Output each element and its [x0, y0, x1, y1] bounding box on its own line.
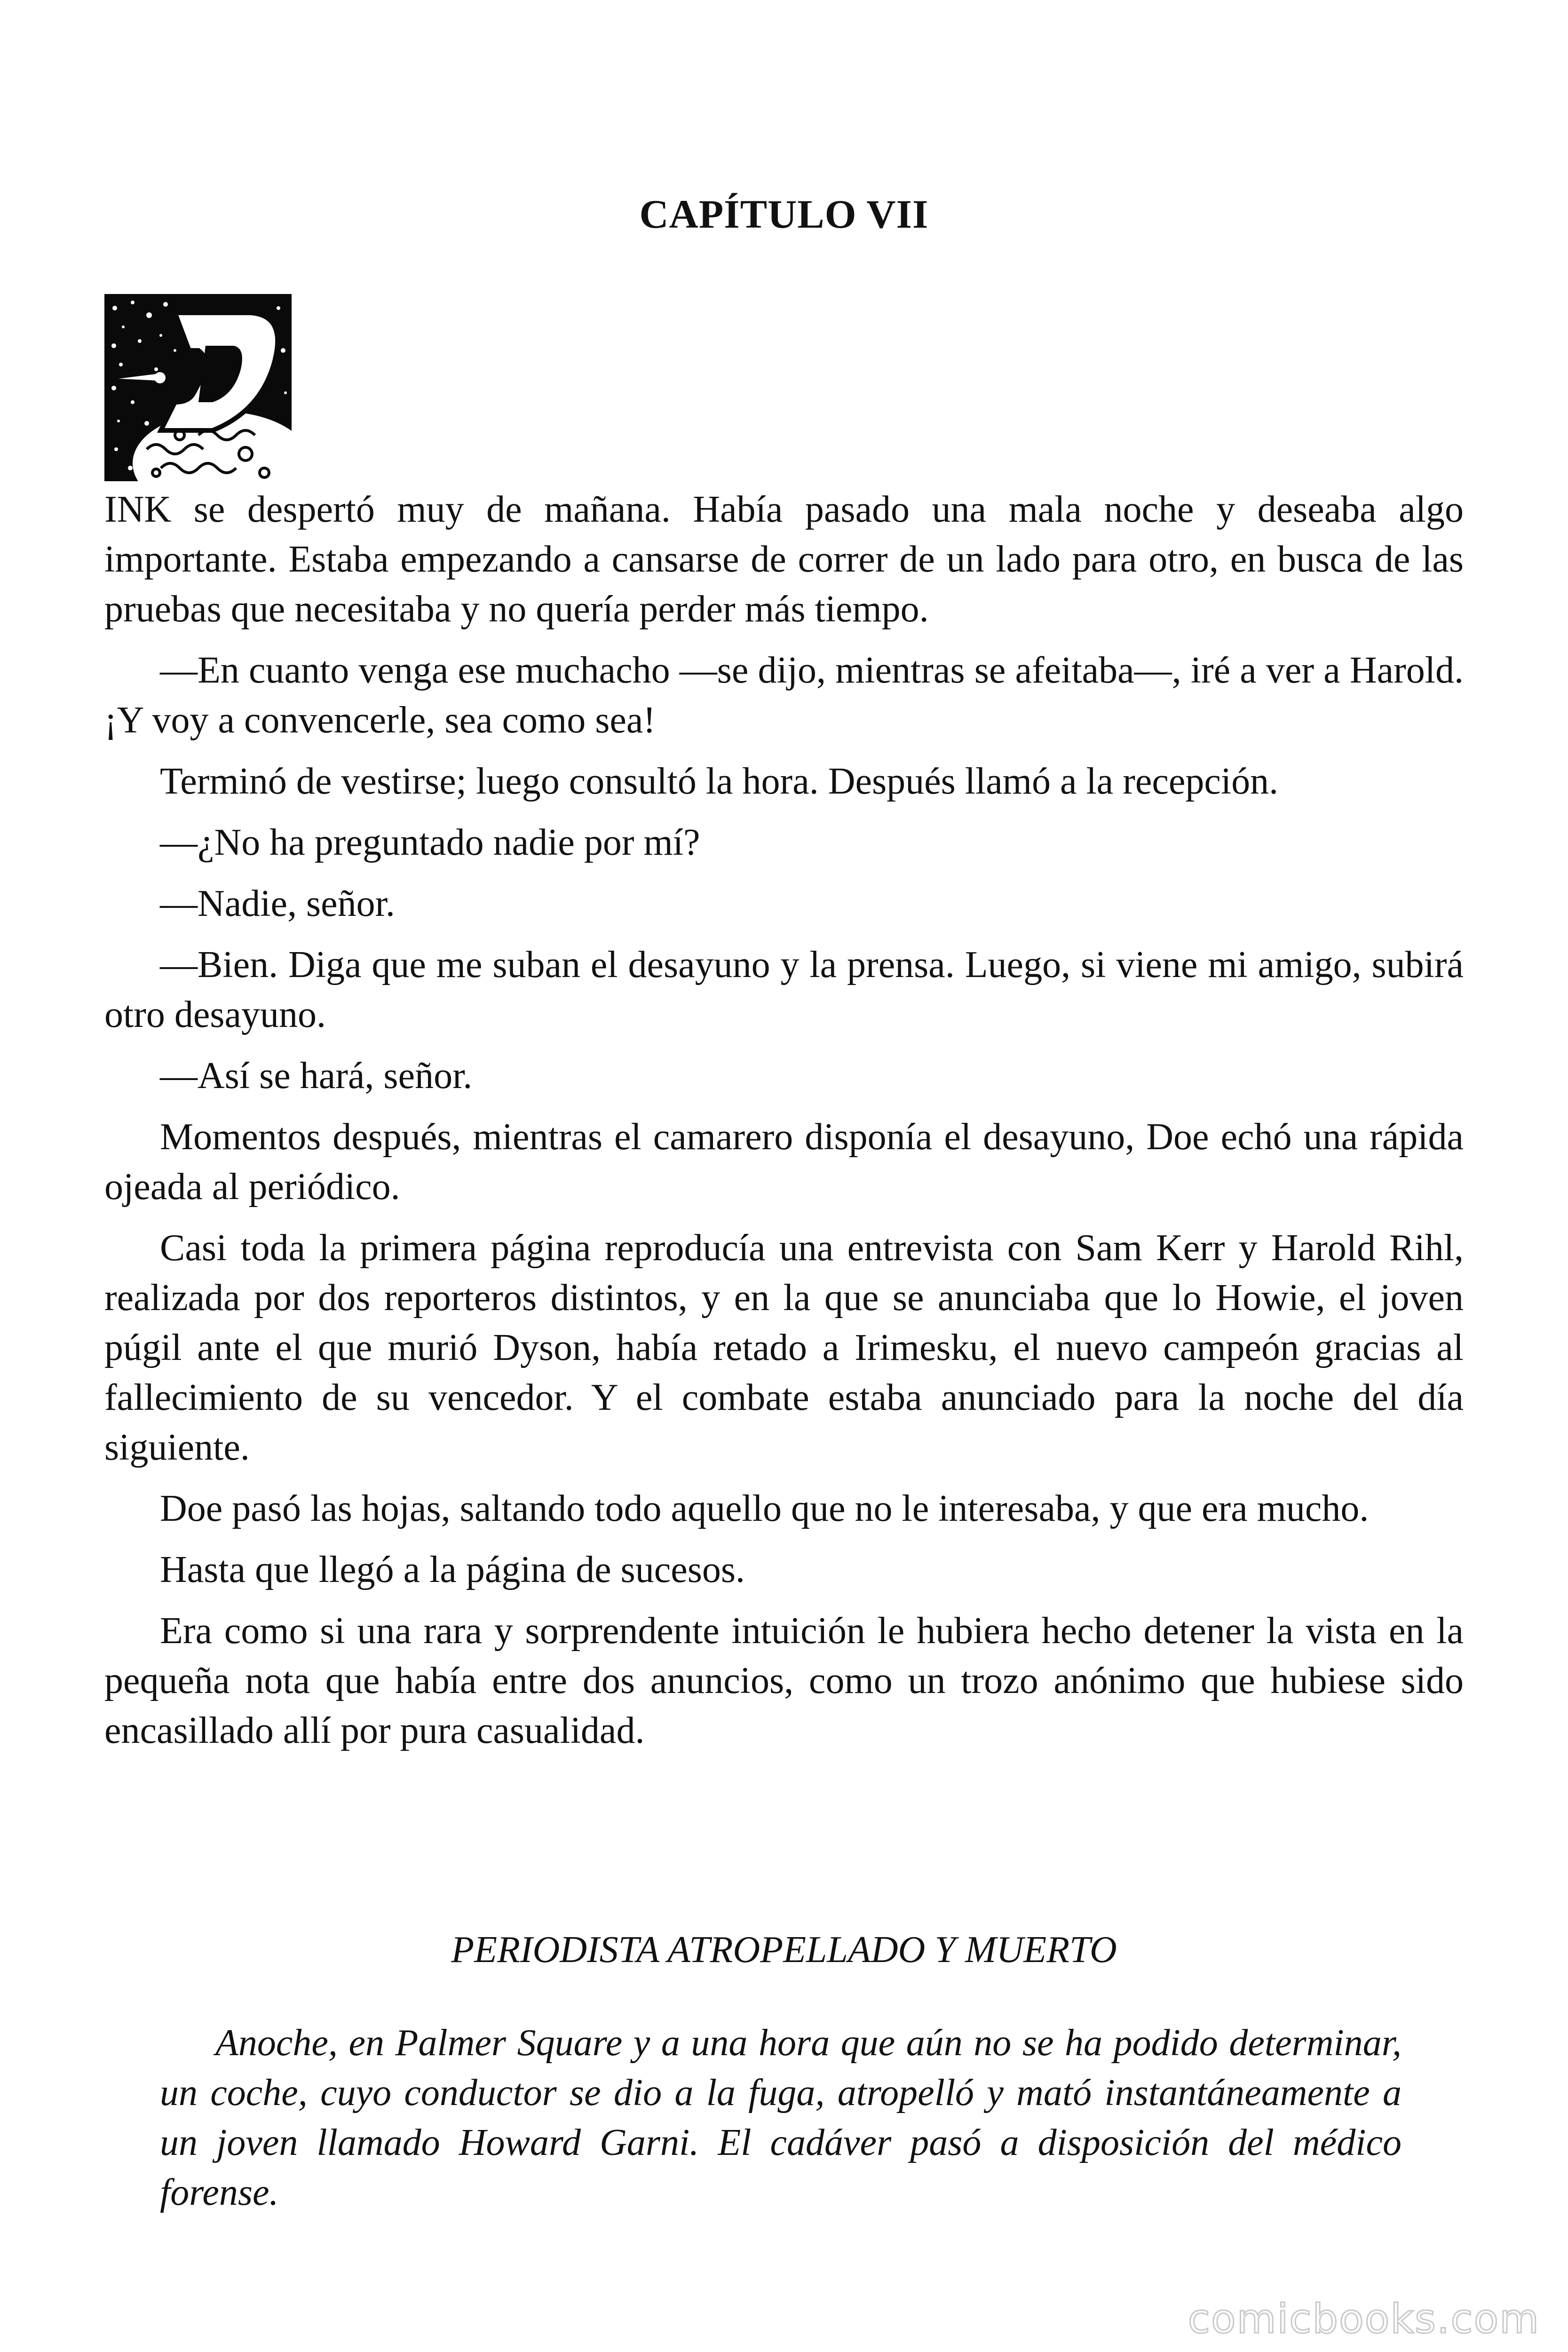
- paragraph: Hasta que llegó a la página de sucesos.: [160, 1549, 745, 1590]
- paragraph: —En cuanto venga ese muchacho —se dijo, mientras se afeitaba—, iré a ver a Harold. ¡Y voy a convencerle, sea como sea!: [104, 650, 1464, 741]
- paragraph: —¿No ha preguntado nadie por mí?: [160, 822, 700, 863]
- paragraph: —Bien. Diga que me suban el desayuno y la prensa. Luego, si viene mi amigo, subirá otro desayuno.: [104, 944, 1464, 1035]
- watermark: comicbooks.com: [1188, 2296, 1540, 2343]
- chapter-title: CAPÍTULO VII: [639, 191, 929, 237]
- drop-cap-illustration: [104, 294, 292, 481]
- paragraph: —Así se hará, señor.: [160, 1055, 473, 1097]
- paragraph: Momentos después, mientras el camarero disponía el desayuno, Doe echó una rápida ojeada al periódico.: [104, 1116, 1464, 1208]
- paragraph: —Nadie, señor.: [160, 883, 395, 924]
- chapter-body: [104, 485, 1464, 1767]
- news-headline: PERIODISTA ATROPELLADO Y MUERTO: [451, 1929, 1117, 1971]
- news-body: Anoche, en Palmer Square y a una hora que aún no se ha podido determinar, un coche, cuyo conductor se dio a la fuga, atropelló y mató instantáneamente a un joven llamado Howard Garni. El cadáver pasó a disposición del médico forense.: [160, 2022, 1402, 2213]
- paragraph: Doe pasó las hojas, saltando todo aquello que no le interesaba, y que era mucho.: [160, 1488, 1369, 1529]
- paragraph: INK se despertó muy de mañana. Había pasado una mala noche y deseaba algo importante. Estaba empezando a cansarse de correr de un lado para otro, en busca de las pruebas que necesitaba y no quería perder más tiempo.: [104, 489, 1464, 630]
- paragraph: Era como si una rara y sorprendente intuición le hubiera hecho detener la vista en la pequeña nota que había entre dos anuncios, como un trozo anónimo que hubiese sido encasillado allí por pura casualidad.: [104, 1610, 1464, 1751]
- paragraph: Casi toda la primera página reproducía una entrevista con Sam Kerr y Harold Rihl, realizada por dos reporteros distintos, y en la que se anunciaba que lo Howie, el joven púgil ante el que murió Dyson, había retado a Irimesku, el nuevo campeón gracias al fallecimiento de su vencedor. Y el combate estaba anunciado para la noche del día siguiente.: [104, 1227, 1464, 1468]
- paragraph: Terminó de vestirse; luego consultó la hora. Después llamó a la recepción.: [160, 761, 1279, 802]
